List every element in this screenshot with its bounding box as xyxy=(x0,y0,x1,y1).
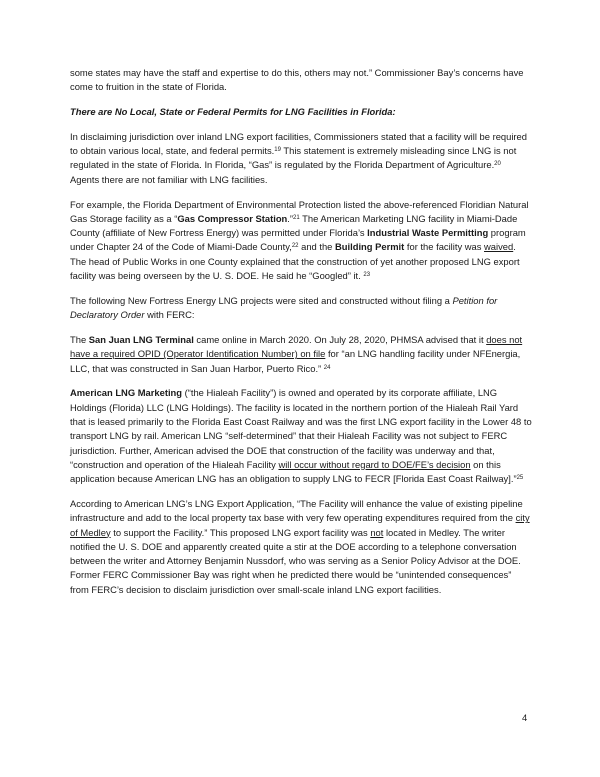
text-run: (“the Hialeah Facility”) is owned and operated by its corporate affiliate, LNG Holdings (Florida) LLC (LNG Holdings). The facility is located in the northern portion of the Hialeah Rail Yard that is leased primarily to the Florida East Coast Railway and was the first LNG export facility in the Lower 48 to transport LNG by rail. American LNG “self-determined” that their Hialeah Facility was not subject to FERC jurisdiction. Further, American advised the DOE that construction of the facility was underway and that, “construction and operation of the Hialeah Facility xyxy=(70,387,532,470)
text-run: In disclaiming jurisdiction over inland LNG export facilities, Commissioners stated that a facility will be required to obtain various local, state, and federal permits. xyxy=(70,130,527,157)
text-run: American LNG Marketing xyxy=(70,387,183,399)
text-run: San Juan LNG Terminal xyxy=(88,333,194,345)
text-run: waived xyxy=(484,241,514,253)
section-heading xyxy=(70,105,532,119)
text-run: to support the Facility.” This proposed LNG export facility was xyxy=(110,526,371,538)
text-run: for the facility was xyxy=(404,241,485,253)
paragraph-continuation xyxy=(70,66,532,95)
text-run: There are No Local, State or Federal Permits for LNG Facilities in Florida: xyxy=(70,106,396,118)
paragraph-example xyxy=(70,198,532,284)
text-run: For example, the Florida Department of Environmental Protection listed the above-referenced Floridian Natural Gas Storage facility as a “ xyxy=(70,198,529,224)
text-run: will occur without regard to DOE/FE’s decision xyxy=(278,458,471,470)
page-number: 4 xyxy=(522,712,528,723)
footnote-ref: 25 xyxy=(516,475,524,482)
footnote-ref: 22 xyxy=(291,243,299,250)
footnote-ref: 21 xyxy=(293,214,300,221)
text-run: with FERC: xyxy=(144,309,195,321)
text-run: The following New Fortress Energy LNG projects were sited and constructed without filing a xyxy=(70,294,453,306)
text-run: not xyxy=(370,526,384,538)
text-run: Building Permit xyxy=(335,241,405,253)
text-run: The xyxy=(70,333,89,345)
paragraph-san-juan xyxy=(70,333,532,376)
text-run: Petition for Declaratory Order xyxy=(70,294,498,321)
footnote-ref: 20 xyxy=(494,161,501,168)
paragraph-american-lng xyxy=(70,386,532,486)
text-run: .” xyxy=(287,212,294,224)
paragraph-projects-intro xyxy=(70,294,532,323)
text-run: Agents there are not familiar with LNG facilities. xyxy=(70,173,268,185)
text-run: The American Marketing LNG facility in Miami-Dade County (affiliate of New Fortress Energy) was permitted under Florida’s xyxy=(70,212,518,239)
text-run: . The head of Public Works in one County explained that the construction of yet another proposed LNG export facility was being overseen by the U. S. DOE. He said he “Googled” it. xyxy=(70,241,520,282)
text-run: located in Medley. The writer notified the U. S. DOE and apparently created quite a stir at the DOE according to a telephone conversation between the writer and Attorney Benjamin Nussdorf, who was serving as a Senior Policy Advisor at the DOE. Former FERC Commissioner Bay was right when he predicted there would be “unintended consequences” from FERC’s decision to disclaim jurisdiction over small-scale inland LNG export facilities. xyxy=(70,526,521,595)
text-run: came online in March 2020. On July 28, 2020, PHMSA advised that it xyxy=(193,333,487,345)
footnote-ref: 24 xyxy=(323,364,331,371)
text-run: does not have a required OPID (Operator Identification Number) on file xyxy=(70,333,523,360)
paragraph-export-application xyxy=(70,497,532,597)
footnote-ref: 23 xyxy=(363,272,371,279)
text-run: some states may have the staff and expertise to do this, others may not.” Commissioner Bay’s concerns have come to fruition in the state of Florida. xyxy=(70,67,524,93)
document-body xyxy=(70,66,532,608)
text-run: city of Medley xyxy=(70,512,530,538)
text-run: This statement is extremely misleading since LNG is not regulated in the state of Florida. In Florida, “Gas” is regulated by the Florida Department of Agriculture. xyxy=(70,145,517,171)
text-run: According to American LNG’s LNG Export Application, “The Facility will enhance the value of existing pipeline infrastructure and add to the local property tax base with very few operating expenditures required from the xyxy=(70,497,523,524)
text-run: program under Chapter 24 of the Code of Miami-Dade County, xyxy=(70,227,526,253)
text-run: Gas Compressor Station xyxy=(177,212,288,224)
text-run: and the xyxy=(298,241,336,253)
text-run: Industrial Waste Permitting xyxy=(367,227,489,239)
text-run: on this application because American LNG has an obligation to supply LNG to FECR [Florida East Coast Railway].” xyxy=(70,458,517,485)
paragraph-permits xyxy=(70,130,532,187)
footnote-ref: 19 xyxy=(274,147,281,154)
text-run: for “an LNG handling facility under NFEnergia, LLC, that was constructed in San Juan Harbor, Puerto Rico.” xyxy=(70,348,521,374)
